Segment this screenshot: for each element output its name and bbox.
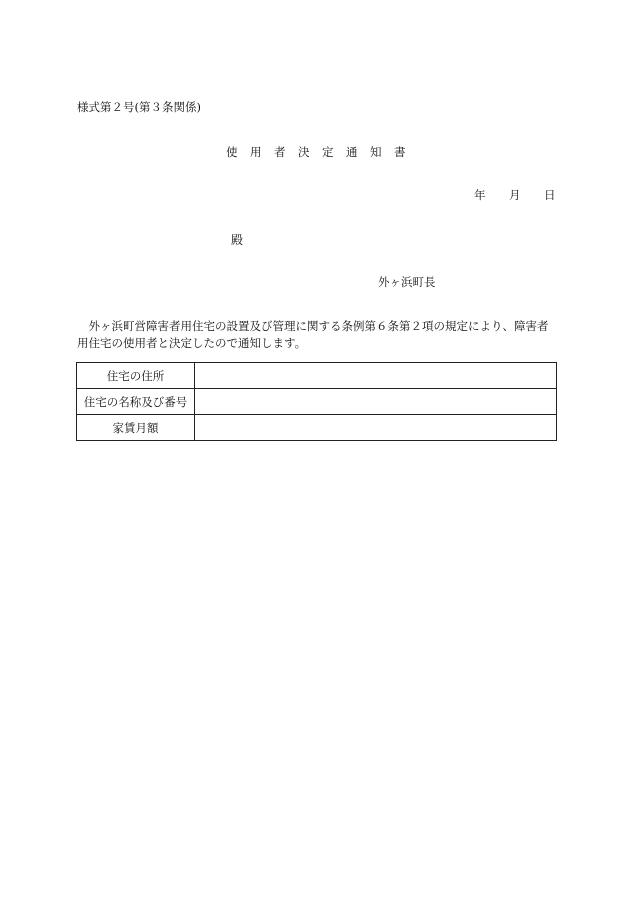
row-value-monthly-rent <box>195 415 557 441</box>
row-label-name-number: 住宅の名称及び番号 <box>77 389 195 415</box>
date-year-label: 年 <box>474 188 486 202</box>
title-char: 定 <box>322 145 334 159</box>
title-char: 使 <box>226 145 238 159</box>
row-value-address <box>195 363 557 389</box>
table-row <box>77 363 557 389</box>
notification-body-text: 外ヶ浜町営障害者用住宅の設置及び管理に関する条例第６条第２項の規定により、障害者用住宅の使用者と決定したので通知します。 <box>77 319 549 350</box>
title-char: 知 <box>370 145 382 159</box>
title-char: 書 <box>394 145 406 159</box>
form-number-label: 様式第２号(第３条関係) <box>77 100 201 114</box>
title-char: 者 <box>274 145 286 159</box>
date-month-label: 月 <box>509 188 521 202</box>
housing-info-table <box>76 362 557 441</box>
document-title <box>226 144 418 160</box>
title-char: 通 <box>346 145 358 159</box>
title-char: 用 <box>250 145 262 159</box>
notification-body <box>77 318 557 352</box>
row-label-address: 住宅の住所 <box>77 363 195 389</box>
row-label-monthly-rent: 家賃月額 <box>77 415 195 441</box>
date-day-label: 日 <box>544 188 556 202</box>
row-value-name-number <box>195 389 557 415</box>
table-row <box>77 415 557 441</box>
issuer-name: 外ヶ浜町長 <box>378 275 436 289</box>
table-row <box>77 389 557 415</box>
title-char: 決 <box>298 145 310 159</box>
addressee-honorific: 殿 <box>231 233 244 247</box>
